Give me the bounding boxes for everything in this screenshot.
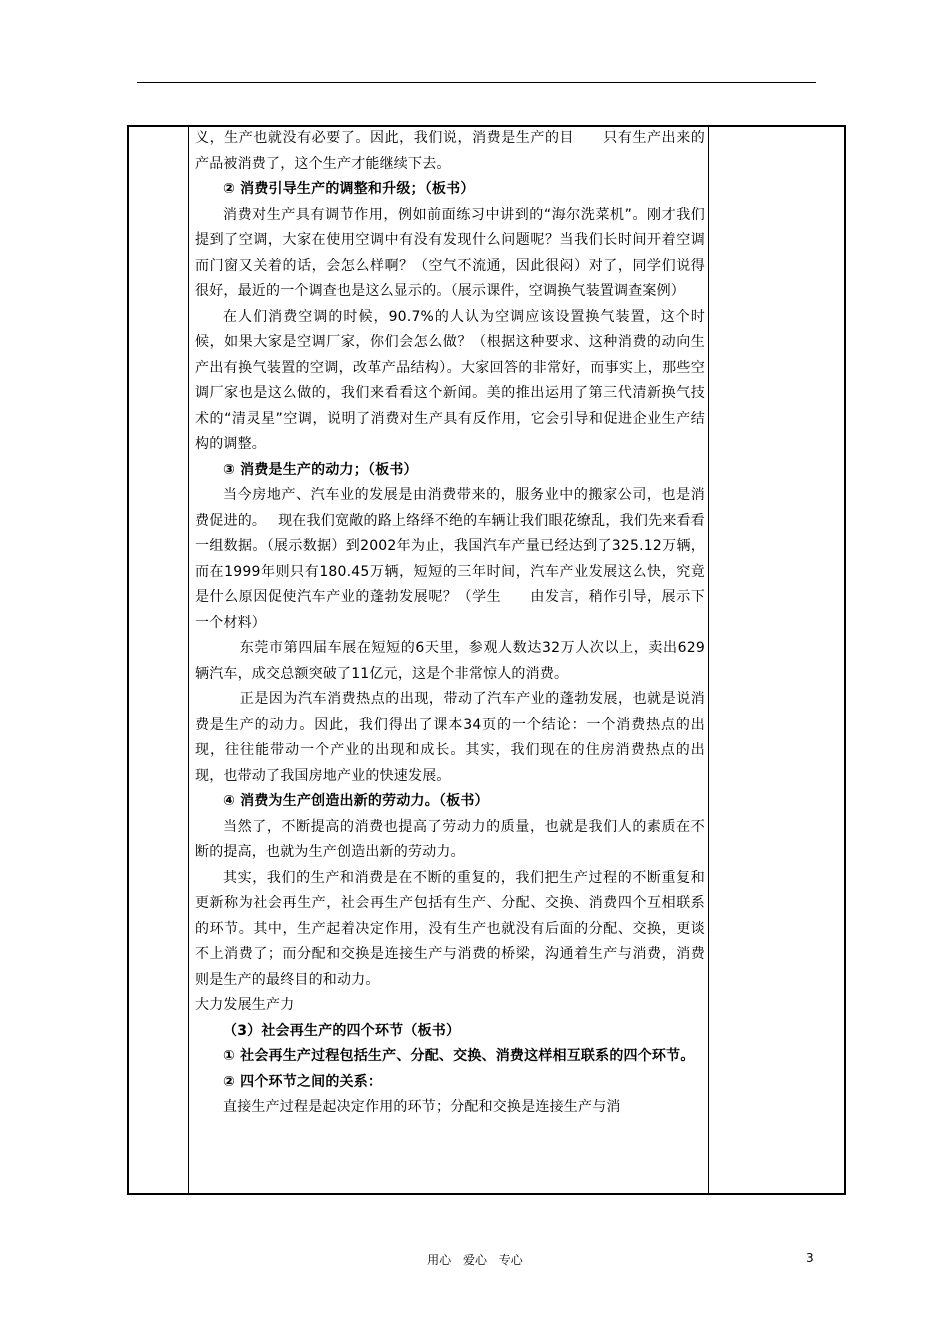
paragraph: 直接生产过程是起决定作用的环节；分配和交换是连接生产与消 bbox=[223, 1099, 621, 1115]
heading-new-labor: ④ 消费为生产创造出新的劳动力。（板书） bbox=[223, 793, 489, 809]
paragraph: 消费对生产具有调节作用，例如前面练习中讲到的“海尔洗菜机”。刚才我们提到了空调，大家在使用空调中有没有发现什么问题呢？当我们长时间开着空调而门窗又关着的话，会怎么样啊？（空气不流通，因此很闷）对了，同学们说得很好，最近的一个调查也是这么显示的。（展示课件，空调换气装置调查案例） bbox=[195, 206, 705, 299]
heading-consumption-guides: ② 消费引导生产的调整和升级；（板书） bbox=[223, 181, 475, 197]
header-rule bbox=[137, 82, 816, 83]
footer-motto: 用心 爱心 专心 bbox=[427, 1253, 523, 1267]
paragraph: 当今房地产、汽车业的发展是由消费带来的，服务业中的搬家公司，也是消费促进的。 现在我们宽敞的路上络绎不绝的车辆让我们眼花缭乱，我们先来看看一组数据。（展示数据）到2002年为止，我国汽车产量已经达到了325.12万辆，而在1999年则只有180.45万辆，短短的三年时间，汽车产业发展这么快，究竟是什么原因促使汽车产业的蓬勃发展呢？（学生 由发言，稍作引导，展示下一个材料） bbox=[195, 487, 705, 631]
bold-point-2: ② 四个环节之间的关系： bbox=[223, 1073, 383, 1090]
left-column-divider bbox=[188, 127, 189, 1193]
page-number: 3 bbox=[806, 1251, 814, 1265]
lesson-content bbox=[195, 126, 705, 1192]
paragraph: 在人们消费空调的时候，90.7%的人认为空调应该设置换气装置，这个时候，如果大家是空调厂家，你们会怎么做？（根据这种要求、这种消费的动向生产出有换气装置的空调，改革产品结构）。大家回答的非常好，而事实上，那些空调厂家也是这么做的，我们来看看这个新闻。美的推出运用了第三代清新换气技术的“清灵星”空调，说明了消费对生产具有反作用，它会引导和促进企业生产结构的调整。 bbox=[195, 308, 705, 452]
paragraph: 正是因为汽车消费热点的出现，带动了汽车产业的蓬勃发展，也就是说消费是生产的动力。因此，我们得出了课本34页的一个结论：一个消费热点的出现，往往能带动一个产业的出现和成长。其实，我们现在的住房消费热点的出现，也带动了我国房地产业的快速发展。 bbox=[195, 691, 705, 784]
heading-four-links: （3）社会再生产的四个环节（板书） bbox=[223, 1022, 461, 1039]
right-column-divider bbox=[708, 127, 709, 1193]
paragraph: 其实，我们的生产和消费是在不断的重复的，我们把生产过程的不断重复和更新称为社会再生产，社会再生产包括有生产、分配、交换、消费四个互相联系的环节。其中，生产起着决定作用，没有生产也就没有后面的分配、交换，更谈不上消费了；而分配和交换是连接生产与消费的桥梁，沟通着生产与消费，消费则是生产的最终目的和动力。 bbox=[195, 869, 705, 988]
paragraph: 东莞市第四届车展在短短的6天里，参观人数达32万人次以上，卖出629辆汽车，成交总额突破了11亿元，这是个非常惊人的消费。 bbox=[195, 640, 705, 682]
paragraph: 义，生产也就没有必要了。因此，我们说，消费是生产的目 只有生产出来的产品被消费了，这个生产才能继续下去。 bbox=[195, 130, 705, 172]
heading-consumption-motive: ③ 消费是生产的动力；（板书） bbox=[223, 461, 418, 478]
paragraph: 当然了，不断提高的消费也提高了劳动力的质量，也就是我们人的素质在不断的提高，也就为生产创造出新的劳动力。 bbox=[195, 818, 705, 860]
paragraph: 大力发展生产力 bbox=[195, 997, 295, 1013]
bold-point-1: ① 社会再生产过程包括生产、分配、交换、消费这样相互联系的四个环节。 bbox=[223, 1048, 695, 1064]
